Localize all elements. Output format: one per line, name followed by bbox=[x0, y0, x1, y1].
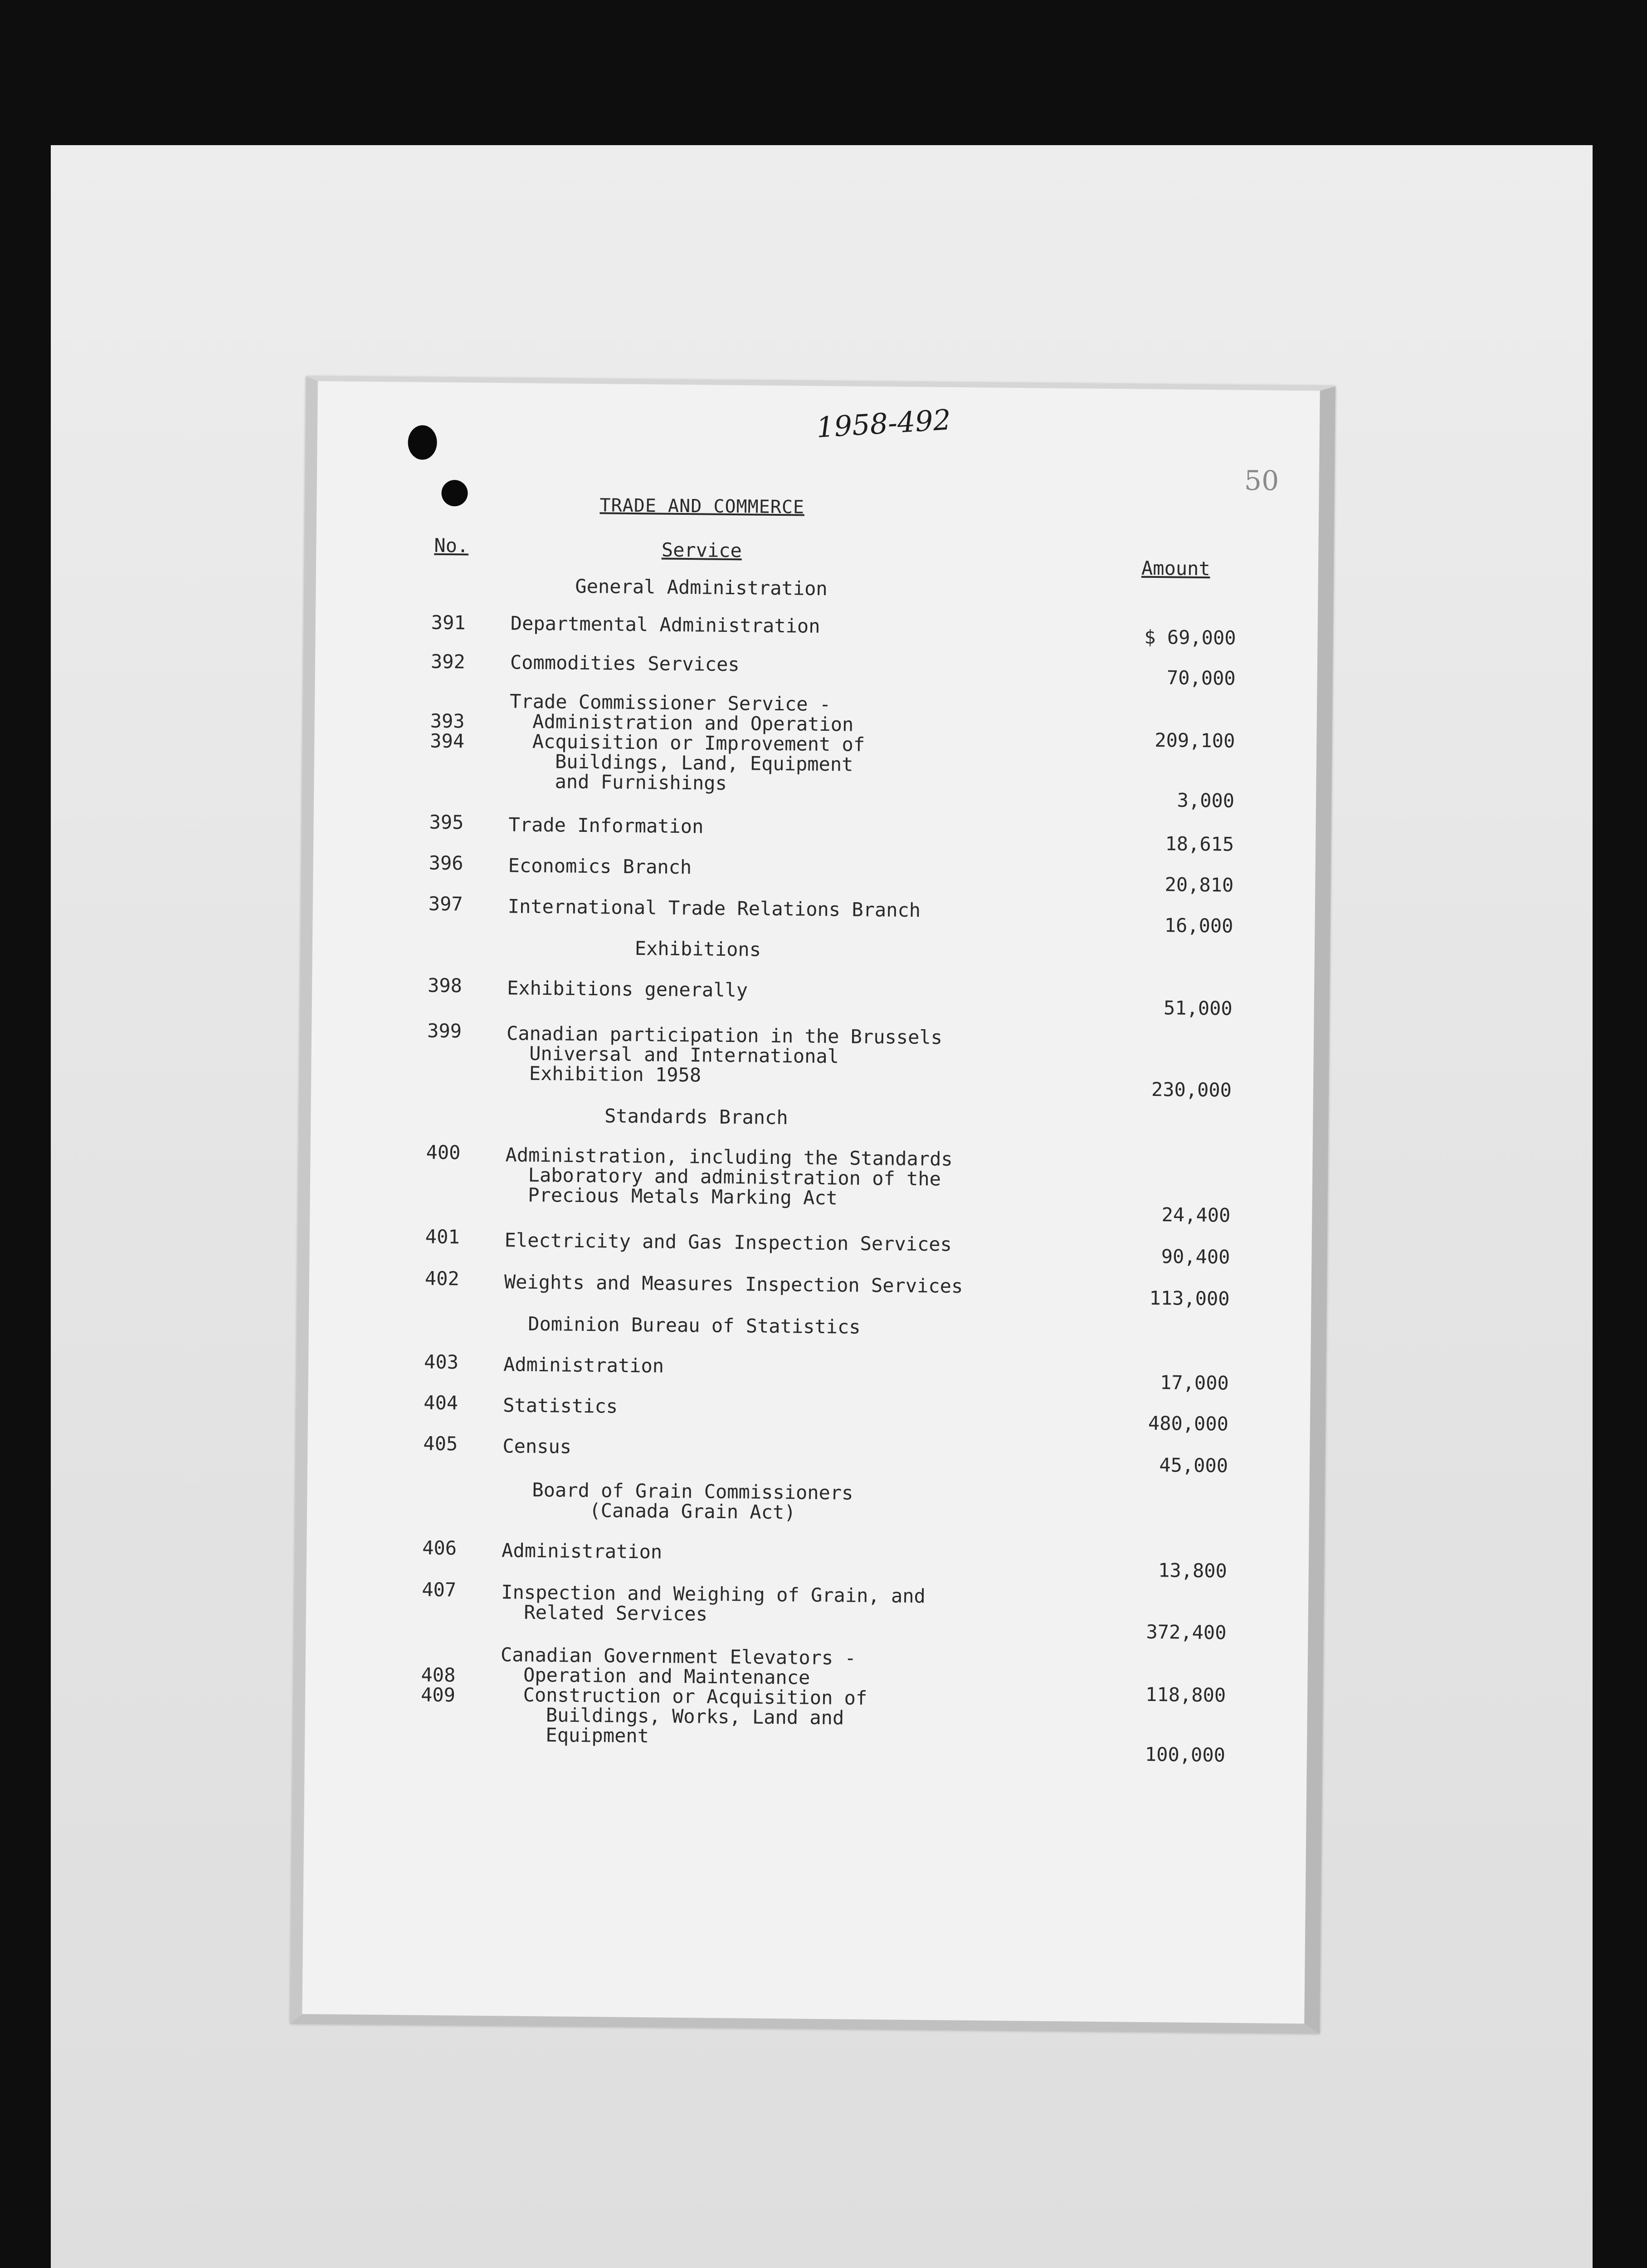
item-number: 393 394 bbox=[430, 709, 465, 753]
section-heading: Board of Grain Commissioners (Canada Grain Act) bbox=[532, 1478, 853, 1524]
item-amount: 480,000 bbox=[1148, 1412, 1229, 1435]
item-service: Administration, including the Standards Laboratory and administration of the Precious Metals Marking Act bbox=[505, 1144, 953, 1209]
item-number: 400 bbox=[426, 1141, 461, 1164]
column-header-no: No. bbox=[434, 534, 469, 557]
section-heading: General Administration bbox=[575, 575, 828, 600]
item-service: Statistics bbox=[503, 1394, 618, 1418]
item-amount: 113,000 bbox=[1149, 1286, 1230, 1310]
item-amount: 45,000 bbox=[1159, 1454, 1228, 1477]
column-header-amount: Amount bbox=[1141, 557, 1210, 580]
document-title: TRADE AND COMMERCE bbox=[599, 495, 805, 518]
item-number: 396 bbox=[429, 851, 463, 875]
item-amount: 13,800 bbox=[1158, 1559, 1228, 1582]
item-service: Trade Information bbox=[508, 813, 704, 838]
item-number: 407 bbox=[422, 1578, 457, 1601]
item-service: Economics Branch bbox=[508, 854, 692, 879]
handwritten-reference: 1958-492 bbox=[815, 403, 952, 445]
item-number: 395 bbox=[429, 811, 464, 834]
item-number: 391 bbox=[431, 611, 466, 634]
item-number: 404 bbox=[424, 1391, 458, 1414]
item-number: 399 bbox=[427, 1019, 462, 1042]
column-header-service: Service bbox=[661, 538, 742, 562]
item-amount: $ 69,000 bbox=[1144, 626, 1236, 649]
item-number: 403 bbox=[424, 1350, 459, 1374]
item-number: 408 409 bbox=[420, 1663, 456, 1706]
item-amount: 230,000 bbox=[1151, 1078, 1232, 1101]
item-number: 402 bbox=[424, 1267, 460, 1290]
item-service: Administration bbox=[503, 1353, 664, 1377]
page-number: 50 bbox=[1244, 464, 1279, 497]
item-amount: 16,000 bbox=[1164, 914, 1233, 937]
item-service: Exhibitions generally bbox=[507, 977, 748, 1002]
item-number: 397 bbox=[428, 892, 463, 915]
item-amount: 20,810 bbox=[1165, 873, 1234, 896]
item-service: Canadian Government Elevators - Operation and Maintenance Construction or Acquisition of Buildings, Works, Land and Equipment bbox=[500, 1643, 867, 1747]
item-service: Weights and Measures Inspection Services bbox=[504, 1271, 963, 1297]
item-amount: 18,615 bbox=[1165, 832, 1234, 855]
item-service: Inspection and Weighing of Grain, and Related Services bbox=[501, 1581, 926, 1625]
item-service: Census bbox=[502, 1435, 572, 1458]
item-service: Commodities Services bbox=[510, 651, 740, 676]
item-amount: 17,000 bbox=[1160, 1371, 1229, 1394]
item-number: 392 bbox=[430, 650, 466, 673]
item-amount: 70,000 bbox=[1166, 666, 1236, 689]
item-amount: 118,800 100,000 bbox=[1145, 1683, 1226, 1766]
item-service: Canadian participation in the Brussels Universal and International Exhibition 1958 bbox=[506, 1022, 943, 1086]
item-amount: 24,400 bbox=[1161, 1203, 1231, 1227]
item-number: 401 bbox=[425, 1225, 460, 1248]
section-heading: Dominion Bureau of Statistics bbox=[528, 1312, 861, 1338]
punch-hole-icon bbox=[408, 425, 437, 460]
item-number: 406 bbox=[422, 1536, 457, 1559]
item-service: Administration bbox=[501, 1539, 663, 1563]
item-service: Trade Commissioner Service - Administration and Operation Acquisition or Improvement of Buildings, Land, Equipment and Furnishings bbox=[509, 690, 865, 794]
item-amount: 372,400 bbox=[1146, 1620, 1227, 1644]
item-service: Electricity and Gas Inspection Services bbox=[504, 1229, 952, 1256]
section-heading: Standards Branch bbox=[604, 1105, 788, 1129]
item-amount: 90,400 bbox=[1161, 1245, 1230, 1268]
item-service: International Trade Relations Branch bbox=[507, 895, 921, 922]
item-amount: 209,100 3,000 bbox=[1155, 729, 1235, 812]
document-page bbox=[290, 376, 1335, 2034]
item-number: 405 bbox=[423, 1432, 458, 1455]
item-number: 398 bbox=[427, 974, 463, 997]
item-amount: 51,000 bbox=[1163, 997, 1233, 1020]
item-service: Departmental Administration bbox=[510, 612, 820, 637]
section-heading: Exhibitions bbox=[634, 937, 761, 961]
